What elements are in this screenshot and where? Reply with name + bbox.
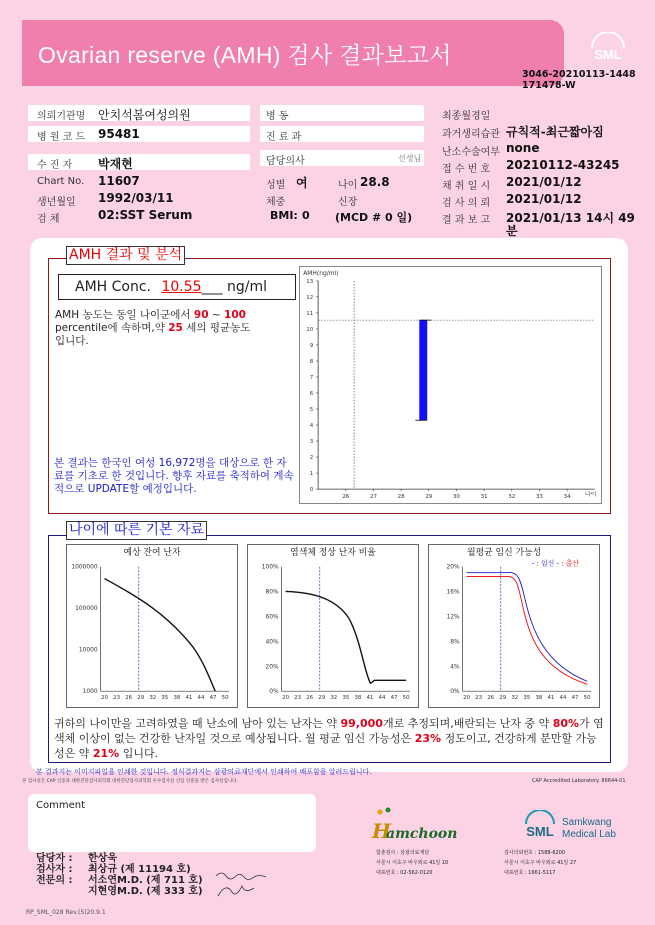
amh-y-tick-label: 10 — [306, 326, 314, 333]
y-tick-label: 8% — [450, 639, 460, 646]
amh-x-tick-label: 28 — [397, 494, 405, 501]
dob-label: 생년월일 — [37, 197, 76, 208]
y-tick-label: 20% — [265, 664, 279, 671]
history-value: 규칙적-최근짧아짐 — [506, 125, 604, 139]
request-label: 검 사 의 뢰 — [442, 198, 491, 209]
amh-y-tick-label: 4 — [309, 423, 314, 430]
amh-y-tick-label: 12 — [306, 294, 314, 301]
y-tick-label: 1000000 — [71, 564, 98, 571]
report-title: Ovarian reserve (AMH) 검사 결과보고서 — [38, 42, 452, 68]
specimen-value: 02:SST Serum — [98, 208, 193, 222]
report-date-label: 결 과 보 고 — [442, 215, 491, 226]
cert-notice: 본 검사실은 CAP 인증과 대한진단검사의학회 대한진단검사의학회 우수검사실 신임 인증을 받은 검사실입니다. — [22, 779, 238, 784]
report-date-value-2: 분 — [506, 224, 518, 238]
amh-conc-label: AMH Conc. — [75, 279, 151, 295]
sex-value: 여 — [296, 176, 308, 190]
amh-y-tick-label: 8 — [309, 358, 314, 365]
y-tick-label: 100000 — [75, 606, 98, 613]
amh-y-tick-label: 7 — [309, 374, 314, 381]
age-value: 28.8 — [360, 175, 390, 189]
x-tick-label: 47 — [390, 695, 398, 702]
amh-x-tick-label: 31 — [480, 494, 488, 501]
hospital-code-value: 95481 — [98, 127, 140, 141]
request-value: 2021/01/12 — [506, 192, 582, 206]
collect-value: 2021/01/12 — [506, 175, 582, 189]
image-notice: 본 결과지는 이미지파일을 인쇄한 것입니다. 정식결과지는 삼광의료재단에서 인쇄하여 배포함을 알려드립니다. — [36, 768, 372, 776]
hamchoon-logo — [370, 806, 470, 850]
sml-info: 검사의뢰번호 : 1588-6200 서울시 서초구 바우뫼로 41일 27 대표번호 : 1661-5117 — [504, 850, 577, 876]
amh-conc-blank: ___ — [201, 279, 223, 295]
x-tick-label: 38 — [354, 695, 362, 702]
receipt-label: 접 수 번 호 — [442, 164, 491, 175]
svg-text:H: H — [372, 819, 391, 843]
chromosome-curve — [286, 591, 407, 683]
patient-label: 수 진 자 — [37, 160, 73, 171]
birth-curve — [467, 576, 588, 684]
sml-footer-logo-icon — [520, 810, 640, 844]
bmi-value: 0 — [302, 209, 310, 222]
amh-chart — [299, 266, 602, 504]
remaining-eggs-chart — [66, 544, 238, 708]
sml-footer-logo — [520, 810, 640, 848]
eggs-curve — [105, 579, 216, 692]
x-tick-label: 44 — [197, 695, 205, 702]
amh-description: AMH 농도는 동일 나이군에서 90 ~ 100 percentile에 속하며,약 25 세의 평균농도 입니다. — [55, 309, 251, 347]
amh-y-tick-label: 11 — [306, 310, 314, 317]
chart3-title: 월평균 임신 가능성 — [467, 547, 542, 558]
hamchoon-logo-icon — [370, 806, 470, 846]
hospital-code-label: 병 원 코 드 — [37, 132, 86, 143]
amh-y-tick-label: 3 — [309, 439, 314, 446]
doctor-label: 담당의사 — [266, 156, 305, 167]
collect-label: 채 취 일 시 — [442, 181, 491, 192]
institution-label: 의뢰기관명 — [37, 111, 86, 122]
amh-chart-ylabel: AMH(ng/ml) — [303, 269, 339, 277]
y-tick-label: 20% — [446, 564, 460, 571]
bmi-label: BMI: — [270, 209, 298, 222]
average-age: 25 — [168, 322, 183, 334]
svg-text:SML: SML — [594, 47, 622, 62]
age-section-title: 나이에 따른 기본 자료 — [66, 521, 207, 540]
form-number: RP_SML_028 Rev.(5)20.9.1 — [26, 909, 106, 916]
x-tick-label: 26 — [487, 695, 495, 702]
amh-conc-box — [58, 274, 296, 300]
staff-list: 담당자 : 한상욱 검사자 : 최상규 (제 11194 호) 전문의 : 서소연M.D. (제 711 호) 지현영M.D. (제 333 호) — [36, 853, 203, 897]
x-tick-label: 26 — [306, 695, 314, 702]
amh-x-tick-label: 32 — [508, 494, 516, 501]
x-tick-label: 44 — [559, 695, 567, 702]
report-date-value: 2021/01/13 14시 49 — [506, 211, 635, 225]
mcd-value: (MCD # 0 일) — [335, 211, 413, 224]
x-tick-label: 20 — [282, 695, 290, 702]
amh-range-bar — [419, 320, 427, 420]
amh-y-tick-label: 2 — [309, 455, 314, 462]
amh-y-tick-label: 13 — [306, 278, 314, 285]
sex-label: 성별 — [266, 180, 286, 191]
x-tick-label: 29 — [318, 695, 326, 702]
chart2-title: 염색체 정상 난자 비율 — [290, 547, 376, 558]
x-tick-label: 50 — [583, 695, 591, 702]
weight-label: 체중 — [266, 197, 286, 208]
hamchoon-info: 함춘검사 : 삼광의료재단 서울시 서초구 바우뫼로 41일 10 대표번호 : 02-562-0120 — [376, 850, 449, 876]
amh-conc-unit: ng/ml — [227, 279, 268, 295]
doctor-suffix: 선생님 — [398, 154, 422, 163]
x-tick-label: 35 — [523, 695, 531, 702]
signature-icon — [212, 866, 272, 900]
y-tick-label: 0% — [450, 689, 460, 696]
amh-x-tick-label: 26 — [342, 494, 350, 501]
history-label: 과거생리습관 — [442, 129, 500, 140]
x-tick-label: 20 — [463, 695, 471, 702]
amh-y-tick-label: 6 — [309, 390, 314, 397]
x-tick-label: 32 — [149, 695, 157, 702]
ward-label: 병 동 — [266, 111, 289, 122]
amh-y-tick-label: 5 — [309, 407, 314, 414]
y-tick-label: 0% — [269, 689, 279, 696]
x-tick-label: 41 — [366, 695, 374, 702]
pct-normal: 80% — [552, 717, 580, 730]
receipt-value: 20210112-43245 — [506, 158, 620, 172]
height-label: 신장 — [338, 197, 358, 208]
chart3-legend: - : 임신 - : 출산 — [531, 559, 580, 568]
y-tick-label: 10000 — [78, 647, 98, 654]
report-number: 3046-20210113-1448 171478-W — [522, 69, 636, 91]
amh-conc-value: 10.55 — [161, 279, 202, 295]
eggs-count: 99,000 — [340, 717, 383, 730]
dept-label: 진 료 과 — [266, 132, 302, 143]
chart-no-value: 11607 — [98, 174, 140, 188]
pregnancy-chance-chart — [428, 544, 600, 708]
institution-value: 안치석봄여성의원 — [98, 108, 191, 122]
amh-note: 본 결과는 한국인 여성 16,972명을 대상으로 한 자료를 기초로 한 것입니다. 향후 자료를 축적하여 계속적으로 UPDATE할 예정입니다. — [54, 457, 294, 495]
amh-x-tick-label: 27 — [369, 494, 377, 501]
x-tick-label: 44 — [378, 695, 386, 702]
oophor-label: 난소수술여부 — [442, 147, 500, 158]
y-tick-label: 12% — [446, 614, 460, 621]
comment-label: Comment — [36, 800, 85, 811]
chart-no-label: Chart No. — [37, 176, 85, 187]
x-tick-label: 35 — [161, 695, 169, 702]
svg-text:amchoon: amchoon — [386, 826, 458, 842]
amh-y-tick-label: 1 — [309, 471, 314, 478]
chart1-title: 예상 잔여 난자 — [123, 547, 181, 558]
svg-text:Samkwang: Samkwang — [562, 817, 612, 828]
x-tick-label: 32 — [330, 695, 338, 702]
amh-x-tick-label: 33 — [535, 494, 543, 501]
age-summary: 귀하의 나이만을 고려하였을 때 난소에 남아 있는 난자는 약 99,000개로 추정되며,배란되는 난자 중 약 80%가 염색체 이상이 없는 건강한 난자일 것으로 예상됩니다. 월 평균 임신 가능성은 23% 정도이고, 건강하게 분만할 가능성은 약 21% 입니다. — [54, 717, 604, 760]
x-tick-label: 47 — [209, 695, 217, 702]
sml-logo-icon — [586, 32, 630, 68]
x-tick-label: 35 — [342, 695, 350, 702]
x-tick-label: 23 — [113, 695, 121, 702]
percentile-high: 100 — [224, 309, 246, 321]
y-tick-label: 80% — [265, 589, 279, 596]
x-tick-label: 29 — [499, 695, 507, 702]
x-tick-label: 29 — [137, 695, 145, 702]
amh-chart-xlabel: 나이 — [584, 491, 597, 499]
y-tick-label: 16% — [446, 589, 460, 596]
x-tick-label: 26 — [125, 695, 133, 702]
pct-birth: 21% — [92, 747, 120, 760]
x-tick-label: 20 — [101, 695, 109, 702]
x-tick-label: 50 — [402, 695, 410, 702]
lmp-label: 최종월경일 — [442, 111, 491, 122]
amh-y-tick-label: 9 — [309, 342, 314, 349]
x-tick-label: 38 — [535, 695, 543, 702]
pct-pregnancy: 23% — [414, 732, 442, 745]
amh-x-tick-label: 29 — [425, 494, 433, 501]
x-tick-label: 23 — [294, 695, 302, 702]
pregnancy-curve — [467, 572, 588, 681]
x-tick-label: 47 — [571, 695, 579, 702]
x-tick-label: 23 — [475, 695, 483, 702]
x-tick-label: 32 — [511, 695, 519, 702]
x-tick-label: 38 — [173, 695, 181, 702]
y-tick-label: 100% — [261, 564, 279, 571]
oophor-value: none — [506, 141, 540, 155]
y-tick-label: 60% — [265, 614, 279, 621]
specimen-label: 검 체 — [37, 214, 60, 225]
y-tick-label: 40% — [265, 639, 279, 646]
normal-chromosome-chart — [247, 544, 419, 708]
y-tick-label: 4% — [450, 664, 460, 671]
svg-text:SML: SML — [526, 824, 554, 839]
x-tick-label: 41 — [547, 695, 555, 702]
amh-x-tick-label: 30 — [452, 494, 460, 501]
patient-value: 박재현 — [98, 157, 133, 171]
amh-y-tick-label: 0 — [309, 487, 314, 494]
percentile-low: 90 — [193, 309, 209, 321]
x-tick-label: 50 — [221, 695, 229, 702]
age-label: 나이 — [338, 180, 358, 191]
x-tick-label: 41 — [185, 695, 193, 702]
amh-section-title: AMH 결과 및 분석 — [66, 246, 185, 265]
amh-x-tick-label: 34 — [563, 494, 571, 501]
svg-text:Medical Lab: Medical Lab — [562, 829, 616, 840]
dob-value: 1992/03/11 — [98, 191, 174, 205]
cap-accreditation: CAP Accredited Laboratory. 86644-01 — [532, 778, 626, 784]
y-tick-label: 1000 — [82, 689, 98, 696]
